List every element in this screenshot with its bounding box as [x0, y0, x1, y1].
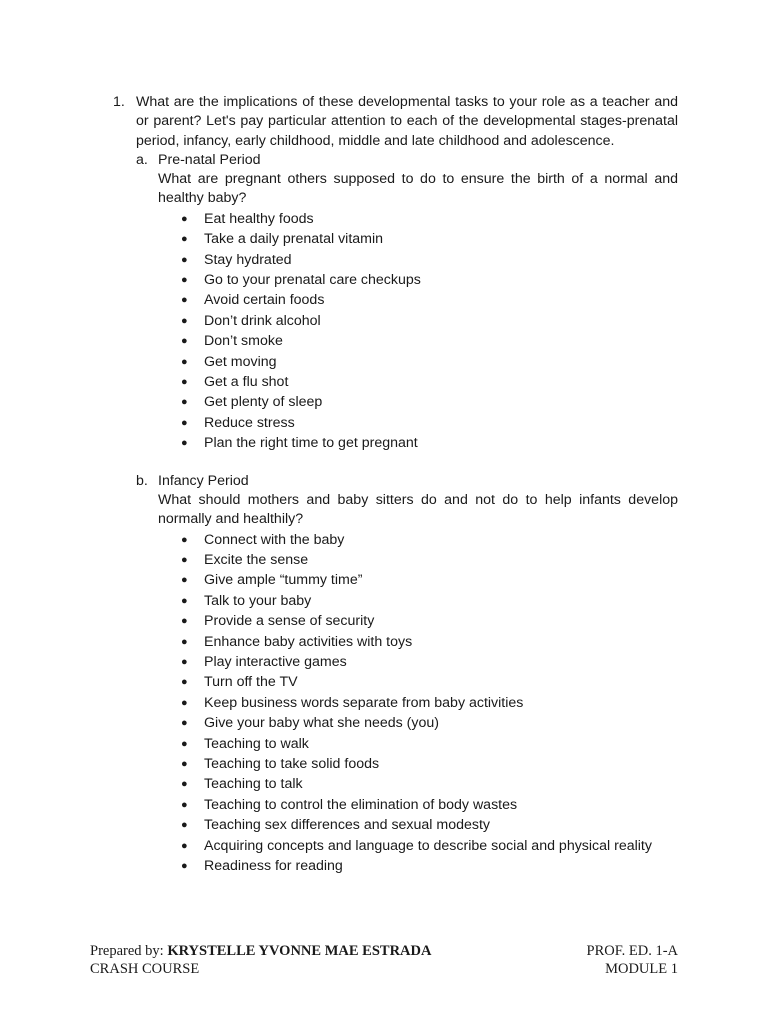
bullet-text: Keep business words separate from baby activities	[204, 694, 524, 711]
footer-prepared-line	[90, 942, 431, 960]
section-spacer	[113, 454, 678, 472]
bullet-dot-icon: ●	[181, 676, 188, 689]
bullet-text: Teaching to talk	[204, 776, 303, 793]
bullet-item	[181, 331, 678, 351]
bullet-text: Give your baby what she needs (you)	[204, 715, 440, 732]
bullet-item	[181, 713, 678, 733]
bullet-dot-icon: ●	[181, 778, 188, 791]
bullet-text: Take a daily prenatal vitamin	[204, 231, 384, 248]
bullet-dot-icon: ●	[181, 212, 188, 225]
bullet-list-prenatal	[181, 209, 678, 454]
bullet-text: Enhance baby activities with toys	[204, 633, 413, 650]
bullet-item	[181, 352, 678, 372]
section-heading	[136, 472, 678, 491]
bullet-item	[181, 856, 678, 876]
bullet-dot-icon: ●	[181, 396, 188, 409]
bullet-text: Teaching sex differences and sexual modesty	[204, 817, 491, 834]
bullet-list-infancy	[181, 530, 678, 877]
section-letter: a.	[136, 151, 148, 168]
section-heading	[136, 151, 678, 170]
bullet-dot-icon: ●	[181, 615, 188, 628]
prepared-by-label: Prepared by:	[90, 943, 168, 959]
bullet-dot-icon: ●	[181, 574, 188, 587]
author-name: KRYSTELLE YVONNE MAE ESTRADA	[167, 943, 432, 959]
bullet-dot-icon: ●	[181, 798, 188, 811]
section-prenatal	[136, 151, 678, 454]
footer-left	[90, 942, 431, 978]
bullet-item	[181, 570, 678, 590]
bullet-item	[181, 754, 678, 774]
section-prompt: What should mothers and baby sitters do and not do to help infants develop normally and healthily?	[158, 491, 678, 528]
footer-course: CRASH COURSE	[90, 961, 200, 977]
bullet-text: Acquiring concepts and language to describe social and physical reality	[204, 837, 652, 854]
section-title: Pre-natal Period	[158, 151, 261, 168]
bullet-text: Plan the right time to get pregnant	[204, 435, 418, 452]
bullet-text: Give ample “tummy time”	[204, 572, 363, 589]
bullet-item	[181, 290, 678, 310]
bullet-text: Connect with the baby	[204, 531, 345, 548]
bullet-dot-icon: ●	[181, 655, 188, 668]
bullet-dot-icon: ●	[181, 294, 188, 307]
bullet-item	[181, 693, 678, 713]
bullet-dot-icon: ●	[181, 737, 188, 750]
bullet-dot-icon: ●	[181, 717, 188, 730]
bullet-text: Get moving	[204, 353, 277, 370]
bullet-text: Teaching to control the elimination of body wastes	[204, 796, 518, 813]
bullet-dot-icon: ●	[181, 376, 188, 389]
bullet-text: Teaching to walk	[204, 735, 309, 752]
bullet-text: Go to your prenatal care checkups	[204, 272, 421, 288]
bullet-text: Eat healthy foods	[204, 210, 314, 227]
bullet-dot-icon: ●	[181, 233, 188, 246]
bullet-dot-icon: ●	[181, 416, 188, 429]
bullet-item	[181, 836, 678, 856]
bullet-item	[181, 632, 678, 652]
bullet-item	[181, 815, 678, 835]
bullet-text: Don’t smoke	[204, 333, 283, 350]
bullet-text: Play interactive games	[204, 653, 347, 670]
bullet-dot-icon: ●	[181, 758, 188, 771]
bullet-dot-icon: ●	[181, 594, 188, 607]
bullet-item	[181, 209, 678, 229]
bullet-item	[181, 652, 678, 672]
bullet-item	[181, 229, 678, 249]
bullet-dot-icon: ●	[181, 335, 188, 348]
bullet-dot-icon: ●	[181, 533, 188, 546]
bullet-dot-icon: ●	[181, 274, 188, 286]
bullet-text: Provide a sense of security	[204, 613, 375, 630]
bullet-text: Don’t drink alcohol	[204, 312, 321, 329]
bullet-item	[181, 433, 678, 453]
footer-section: PROF. ED. 1-A	[586, 943, 678, 959]
question-1	[113, 93, 678, 876]
bullet-item	[181, 611, 678, 631]
bullet-text: Turn off the TV	[204, 674, 298, 691]
section-infancy	[136, 472, 678, 877]
bullet-item	[181, 413, 678, 433]
footer-right	[587, 942, 679, 978]
bullet-dot-icon: ●	[181, 860, 188, 873]
bullet-text: Reduce stress	[204, 414, 295, 431]
bullet-item	[181, 372, 678, 392]
bullet-text: Teaching to take solid foods	[204, 756, 380, 773]
bullet-dot-icon: ●	[181, 635, 188, 648]
bullet-item	[181, 550, 678, 570]
bullet-dot-icon: ●	[181, 839, 188, 852]
bullet-text: Get a flu shot	[204, 374, 289, 391]
bullet-item	[181, 734, 678, 754]
bullet-dot-icon: ●	[181, 437, 188, 450]
bullet-text: Avoid certain foods	[204, 292, 325, 309]
bullet-item	[181, 672, 678, 692]
bullet-text: Stay hydrated	[204, 251, 292, 268]
bullet-item	[181, 392, 678, 412]
bullet-item	[181, 774, 678, 794]
bullet-item	[181, 591, 678, 611]
bullet-dot-icon: ●	[181, 696, 188, 709]
bullet-text: Readiness for reading	[204, 858, 343, 875]
bullet-text: Get plenty of sleep	[204, 394, 323, 411]
question-number: 1.	[113, 94, 125, 110]
section-title: Infancy Period	[158, 472, 249, 489]
question-text: What are the implications of these developmental tasks to your role as a teacher and or parent? Let's pay particular attention to each of the developmental stages-prenatal period, infancy, early childhood, middle and late childhood and adolescence.	[136, 94, 678, 149]
bullet-item	[181, 250, 678, 270]
bullet-dot-icon: ●	[181, 355, 188, 368]
footer-module: MODULE 1	[605, 961, 678, 977]
bullet-dot-icon: ●	[181, 553, 188, 566]
bullet-item	[181, 311, 678, 331]
section-letter: b.	[136, 472, 148, 489]
bullet-dot-icon: ●	[181, 314, 188, 327]
bullet-item	[181, 270, 678, 290]
bullet-item	[181, 530, 678, 550]
bullet-item	[181, 795, 678, 815]
bullet-dot-icon: ●	[181, 253, 188, 266]
bullet-text: Talk to your baby	[204, 592, 312, 609]
section-prompt: What are pregnant others supposed to do to ensure the birth of a normal and healthy baby?	[158, 171, 678, 207]
bullet-dot-icon: ●	[181, 819, 188, 832]
bullet-text: Excite the sense	[204, 551, 309, 568]
